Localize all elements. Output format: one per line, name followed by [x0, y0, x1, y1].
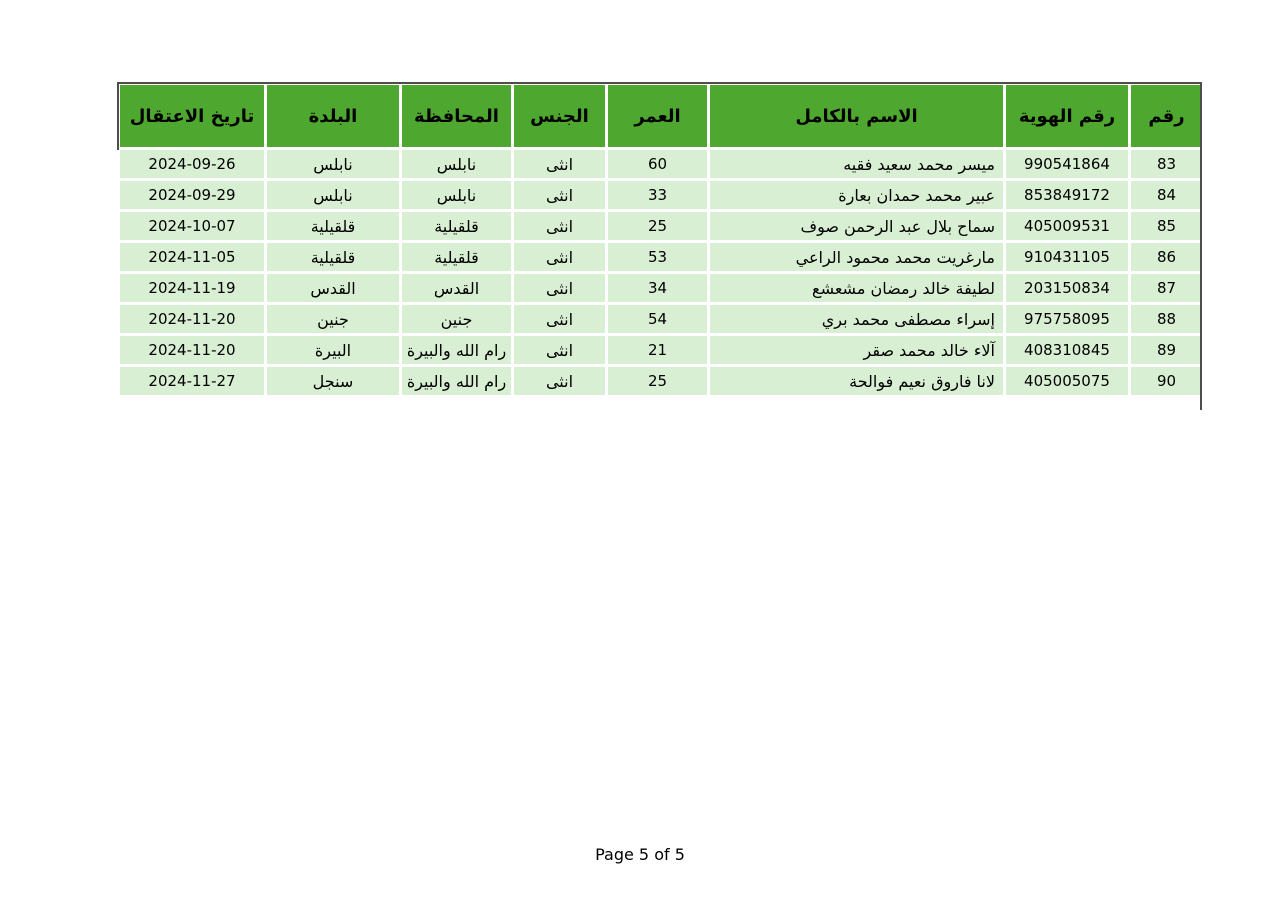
cell-id: 203150834	[1005, 273, 1130, 304]
cell-gender: انثى	[513, 242, 607, 273]
table-header	[119, 84, 1204, 149]
cell-town: نابلس	[266, 149, 401, 180]
cell-gender: انثى	[513, 335, 607, 366]
cell-date: 2024-11-19	[119, 273, 266, 304]
column-header-governorate: المحافظة	[401, 84, 513, 149]
table-row	[119, 335, 1204, 366]
cell-governorate: قلقيلية	[401, 211, 513, 242]
column-header-id: رقم الهوية	[1005, 84, 1130, 149]
cell-num: 85	[1130, 211, 1204, 242]
table-row	[119, 180, 1204, 211]
cell-num: 90	[1130, 366, 1204, 397]
cell-name: إسراء مصطفى محمد بري	[709, 304, 1005, 335]
cell-id: 405005075	[1005, 366, 1130, 397]
table-row	[119, 273, 1204, 304]
cell-id: 975758095	[1005, 304, 1130, 335]
table-row	[119, 149, 1204, 180]
column-header-date: تاريخ الاعتقال	[119, 84, 266, 149]
cell-gender: انثى	[513, 304, 607, 335]
cell-id: 405009531	[1005, 211, 1130, 242]
table-body	[119, 149, 1204, 397]
cell-name: آلاء خالد محمد صقر	[709, 335, 1005, 366]
cell-age: 25	[607, 211, 709, 242]
cell-town: جنين	[266, 304, 401, 335]
table-row	[119, 242, 1204, 273]
cell-date: 2024-09-26	[119, 149, 266, 180]
column-header-town: البلدة	[266, 84, 401, 149]
cell-age: 60	[607, 149, 709, 180]
cell-num: 86	[1130, 242, 1204, 273]
cell-age: 53	[607, 242, 709, 273]
cell-date: 2024-09-29	[119, 180, 266, 211]
column-header-name: الاسم بالكامل	[709, 84, 1005, 149]
cell-town: قلقيلية	[266, 242, 401, 273]
cell-town: نابلس	[266, 180, 401, 211]
column-header-gender: الجنس	[513, 84, 607, 149]
cell-age: 33	[607, 180, 709, 211]
cell-age: 25	[607, 366, 709, 397]
cell-id: 853849172	[1005, 180, 1130, 211]
cell-governorate: قلقيلية	[401, 242, 513, 273]
cell-governorate: القدس	[401, 273, 513, 304]
page-footer: Page 5 of 5	[595, 845, 685, 864]
cell-name: لطيفة خالد رمضان مشعشع	[709, 273, 1005, 304]
cell-governorate: رام الله والبيرة	[401, 366, 513, 397]
cell-date: 2024-10-07	[119, 211, 266, 242]
cell-gender: انثى	[513, 149, 607, 180]
column-header-age: العمر	[607, 84, 709, 149]
cell-governorate: نابلس	[401, 149, 513, 180]
cell-id: 408310845	[1005, 335, 1130, 366]
cell-town: القدس	[266, 273, 401, 304]
cell-gender: انثى	[513, 211, 607, 242]
cell-governorate: نابلس	[401, 180, 513, 211]
cell-name: عبير محمد حمدان بعارة	[709, 180, 1005, 211]
cell-town: قلقيلية	[266, 211, 401, 242]
cell-name: مارغريت محمد محمود الراعي	[709, 242, 1005, 273]
cell-age: 54	[607, 304, 709, 335]
cell-date: 2024-11-05	[119, 242, 266, 273]
cell-gender: انثى	[513, 273, 607, 304]
detainees-table-wrapper	[117, 82, 1202, 398]
cell-num: 83	[1130, 149, 1204, 180]
cell-age: 21	[607, 335, 709, 366]
cell-governorate: رام الله والبيرة	[401, 335, 513, 366]
detainees-table	[117, 82, 1205, 398]
cell-num: 88	[1130, 304, 1204, 335]
cell-num: 87	[1130, 273, 1204, 304]
cell-name: لانا فاروق نعيم فوالحة	[709, 366, 1005, 397]
cell-age: 34	[607, 273, 709, 304]
column-header-num: رقم	[1130, 84, 1204, 149]
cell-governorate: جنين	[401, 304, 513, 335]
cell-num: 84	[1130, 180, 1204, 211]
cell-town: البيرة	[266, 335, 401, 366]
table-row	[119, 211, 1204, 242]
table-row	[119, 304, 1204, 335]
header-row	[119, 84, 1204, 149]
cell-num: 89	[1130, 335, 1204, 366]
cell-date: 2024-11-20	[119, 335, 266, 366]
cell-gender: انثى	[513, 366, 607, 397]
cell-name: سماح بلال عبد الرحمن صوف	[709, 211, 1005, 242]
cell-date: 2024-11-20	[119, 304, 266, 335]
cell-gender: انثى	[513, 180, 607, 211]
cell-name: ميسر محمد سعيد فقيه	[709, 149, 1005, 180]
table-row	[119, 366, 1204, 397]
cell-date: 2024-11-27	[119, 366, 266, 397]
cell-id: 910431105	[1005, 242, 1130, 273]
cell-town: سنجل	[266, 366, 401, 397]
cell-id: 990541864	[1005, 149, 1130, 180]
